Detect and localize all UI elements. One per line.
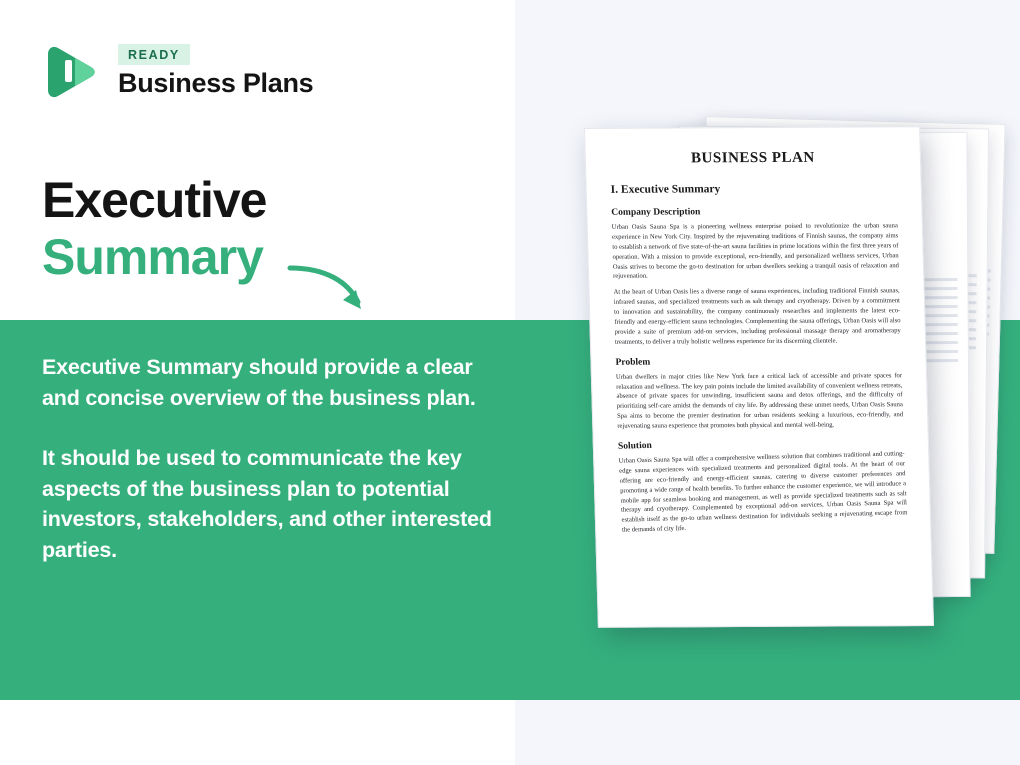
document-paragraph: Urban dwellers in major cities like New York face a critical lack of accessible and private spaces for relaxation and wellness. The key pain points include the limited availability of convenient wellness retreats, absence of private spaces for unwinding, insufficient sauna and detox offerings, and the difficulty of prioritizing self-care amidst the demands of city life. By addressing these unmet needs, Urban Oasis Sauna Spa aims to become the premier destination for urban residents seeking a luxurious, eco-friendly, and rejuvenating sauna experience that promotes both physical and mental well-being. [615, 371, 904, 430]
ready-badge: READY [118, 44, 190, 65]
page-title-line1: Executive [42, 172, 267, 228]
document-paragraph: Urban Oasis Sauna Spa is a pioneering wellness enterprise poised to revolutionize the urban sauna experience in New York City. Inspired by the rejuvenating traditions of Finnish saunas, the company aims to establish a network of five state-of-the-art sauna facilities in prime locations within the first three years of operation. With a mission to provide exceptional, eco-friendly, and personalized wellness services, Urban Oasis strives to become the go-to destination for urban dwellers seeking a tranquil oasis of relaxation and rejuvenation. [611, 222, 900, 281]
brand-logo[interactable] [42, 40, 313, 102]
curved-arrow-icon [286, 262, 376, 322]
document-title: BUSINESS PLAN [690, 149, 815, 167]
page-title [42, 172, 267, 285]
brand-name: Business Plans [118, 68, 314, 99]
document-stack [455, 85, 1015, 665]
body-paragraph-1: Executive Summary should provide a clear and concise overview of the business plan. [42, 355, 476, 410]
document-paragraph: Urban Oasis Sauna Spa will offer a comprehensive wellness solution that combines traditional and cutting-edge sauna experiences with specialized treatments and personalized digital tools. At the heart of our offering are eco-friendly and energy-efficient saunas, catering to diverse customer preferences and promoting a wide range of health benefits. To further enhance the customer experience, we will introduce a mobile app for seamless booking and management, as well as provide specialized treatments such as salt therapy and cryotherapy. Complemented by exceptional add-on services, Urban Oasis Sauna Spa will establish itself as the go-to urban wellness destination for individuals seeking a rejuvenating escape from the demands of city life. [618, 450, 908, 534]
play-triangle-logo-icon [42, 40, 104, 102]
body-paragraph-2: It should be used to communicate the key aspects of the business plan to potential investors, stakeholders, and other interested parties. [42, 446, 492, 562]
body-copy [42, 352, 492, 565]
document-paragraph: At the heart of Urban Oasis lies a diverse range of sauna experiences, including traditional Finnish saunas, infrared saunas, and specialized treatments such as salt therapy and cryotherapy. Driven by a commitment to innovation and sustainability, the company continuously researches and implements the latest eco-friendly and energy-efficient sauna technologies. Complementing the sauna offerings, Urban Oasis will also provide a suite of premium add-on services, including professional massage therapy and aromatherapy treatments, to deliver a truly holistic wellness experience for its discerning clientele. [613, 287, 901, 346]
document-sheet-front[interactable] [584, 126, 934, 628]
page-title-line2: Summary [42, 229, 263, 285]
document-subsection-heading-problem: Problem [615, 357, 651, 368]
document-section-heading: I. Executive Summary [610, 183, 721, 196]
document-subsection-heading-company: Company Description [611, 207, 701, 218]
document-subsection-heading-solution: Solution [617, 440, 653, 452]
